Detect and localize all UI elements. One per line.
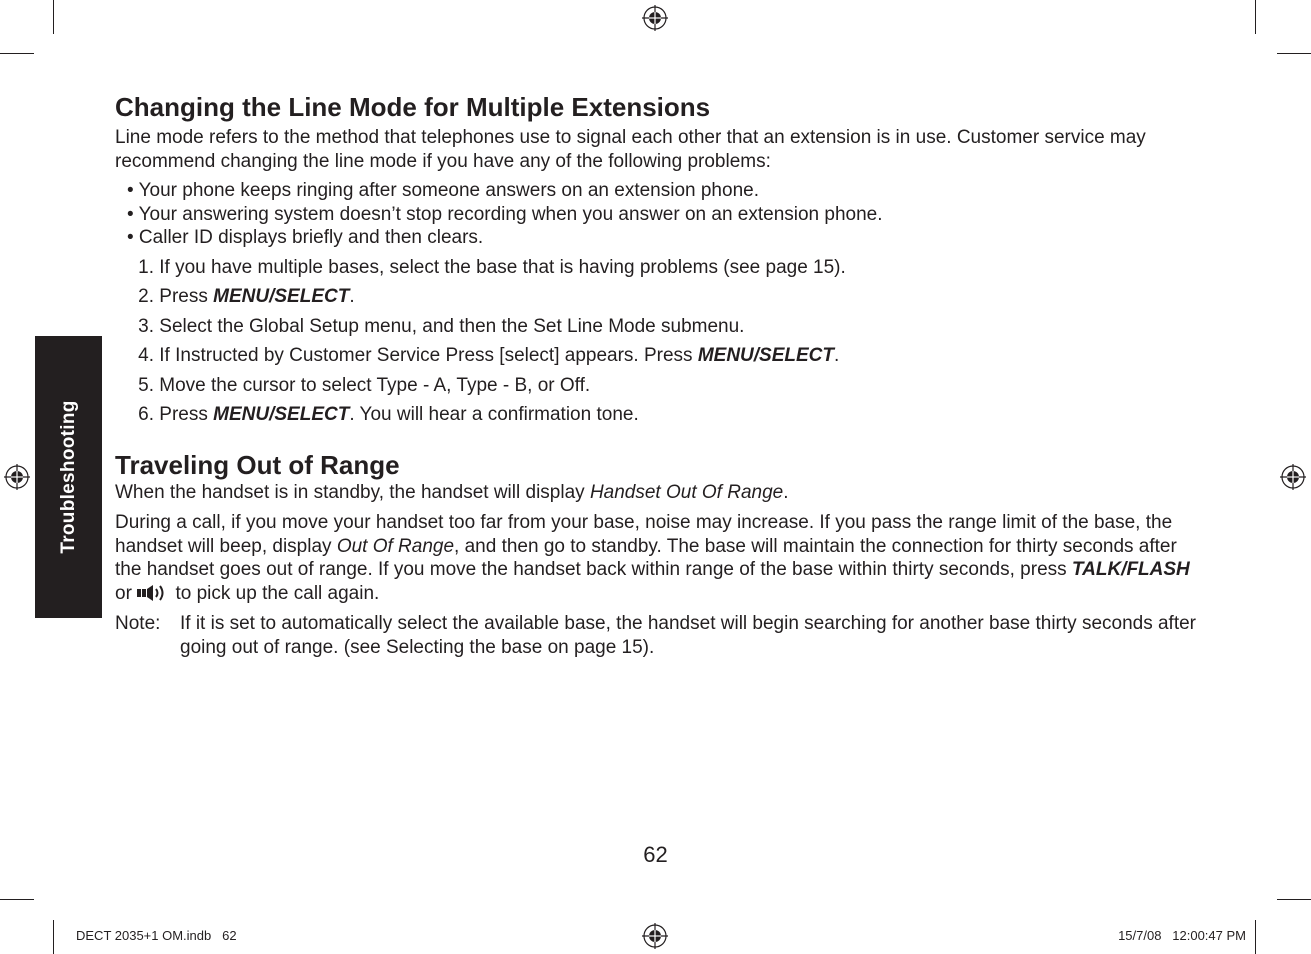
step-number: 1. [138, 256, 154, 278]
step-text-pre: Move the cursor to select Type - A, Type - B, or Off. [159, 374, 591, 396]
list-item: • Caller ID displays briefly and then clears. [127, 227, 484, 248]
text-run: or [115, 582, 138, 604]
step-item [115, 312, 1200, 342]
text-run: . [783, 481, 789, 503]
list-item: • Your phone keeps ringing after someone answers on an extension phone. [127, 180, 759, 201]
step-number: 6. [138, 404, 154, 425]
note-text: If it is set to automatically select the available base, the handset will begin searching for another base thirty seconds after going out of range. (see Selecting the base on page 15). [180, 613, 1197, 658]
step-item [115, 400, 1200, 430]
text-run: , and then go to standby. The base will maintain the connection for thirty seconds after the handset goes out of range. If you move the handset back within range of the base within thirty seconds, press [115, 535, 1177, 580]
section-side-tab [35, 336, 102, 618]
crop-mark [0, 53, 34, 54]
list-item: • Your answering system doesn’t stop recording when you answer on an extension phone. [127, 203, 883, 225]
step-number: 4. [138, 345, 154, 366]
display-message: Handset Out Of Range [589, 481, 784, 503]
step-text [154, 400, 639, 430]
section-title: Changing the Line Mode for Multiple Extensions [115, 92, 711, 122]
note [115, 612, 1200, 659]
crop-mark [0, 899, 34, 900]
text-run: During a call, if you move your handset too far from your base, noise may increase. If you pass the range limit of the base, the handset will beep, display [115, 512, 1173, 557]
crop-mark [1255, 0, 1256, 34]
step-number: 3. [138, 315, 154, 337]
step-text [154, 371, 590, 401]
crop-mark [53, 920, 54, 954]
step-text-pre: Press [159, 404, 214, 425]
key-name: TALK/FLASH [1071, 559, 1190, 580]
registration-mark-icon [4, 464, 30, 490]
speaker-icon [137, 584, 170, 602]
step-text-post: . [834, 345, 840, 366]
step-text-pre: If Instructed by Customer Service Press [select] appears. Press [159, 345, 698, 366]
page-content [115, 90, 1200, 659]
step-item [115, 341, 1200, 371]
step-text-post: . You will hear a confirmation tone. [349, 404, 639, 425]
crop-mark [53, 0, 54, 34]
section-title: Traveling Out of Range [115, 449, 400, 480]
text-run: When the handset is in standby, the handset will display [115, 481, 590, 503]
crop-mark [1255, 920, 1256, 954]
step-item [115, 253, 1200, 283]
registration-mark-icon [642, 5, 668, 31]
registration-mark-icon [1280, 464, 1306, 490]
problem-list [115, 179, 1200, 250]
key-name: MENU/SELECT [213, 404, 350, 425]
footer-file-info: DECT 2035+1 OM.indb 62 [76, 928, 237, 943]
range-paragraph [115, 511, 1200, 605]
step-text [154, 282, 355, 312]
page-number: 62 [643, 842, 668, 867]
text-run: to pick up the call again. [170, 582, 380, 604]
step-number: 5. [138, 374, 154, 396]
step-text-pre: Press [159, 286, 214, 307]
step-item [115, 282, 1200, 312]
step-number: 2. [138, 286, 154, 307]
standby-paragraph [115, 481, 1200, 505]
step-text [154, 253, 846, 283]
section-intro: Line mode refers to the method that telephones use to signal each other that an extension is in use. Customer service may recommend changing the line mode if you have any of the following problems: [115, 127, 1146, 172]
crop-mark [1277, 899, 1311, 900]
display-message: Out Of Range [336, 535, 455, 557]
registration-mark-icon [642, 923, 668, 949]
side-tab-label: Troubleshooting [57, 400, 79, 554]
step-item [115, 371, 1200, 401]
step-text [154, 341, 839, 371]
steps-list [115, 253, 1200, 430]
key-name: MENU/SELECT [697, 345, 835, 366]
crop-mark [1277, 53, 1311, 54]
step-text-post: . [349, 286, 355, 307]
step-text-pre: If you have multiple bases, select the base that is having problems (see page 15). [159, 256, 846, 278]
step-text [154, 312, 744, 342]
key-name: MENU/SELECT [213, 286, 350, 307]
note-label: Note: [115, 613, 161, 634]
step-text-pre: Select the Global Setup menu, and then the Set Line Mode submenu. [159, 315, 745, 337]
footer-timestamp: 15/7/08 12:00:47 PM [1118, 928, 1246, 943]
